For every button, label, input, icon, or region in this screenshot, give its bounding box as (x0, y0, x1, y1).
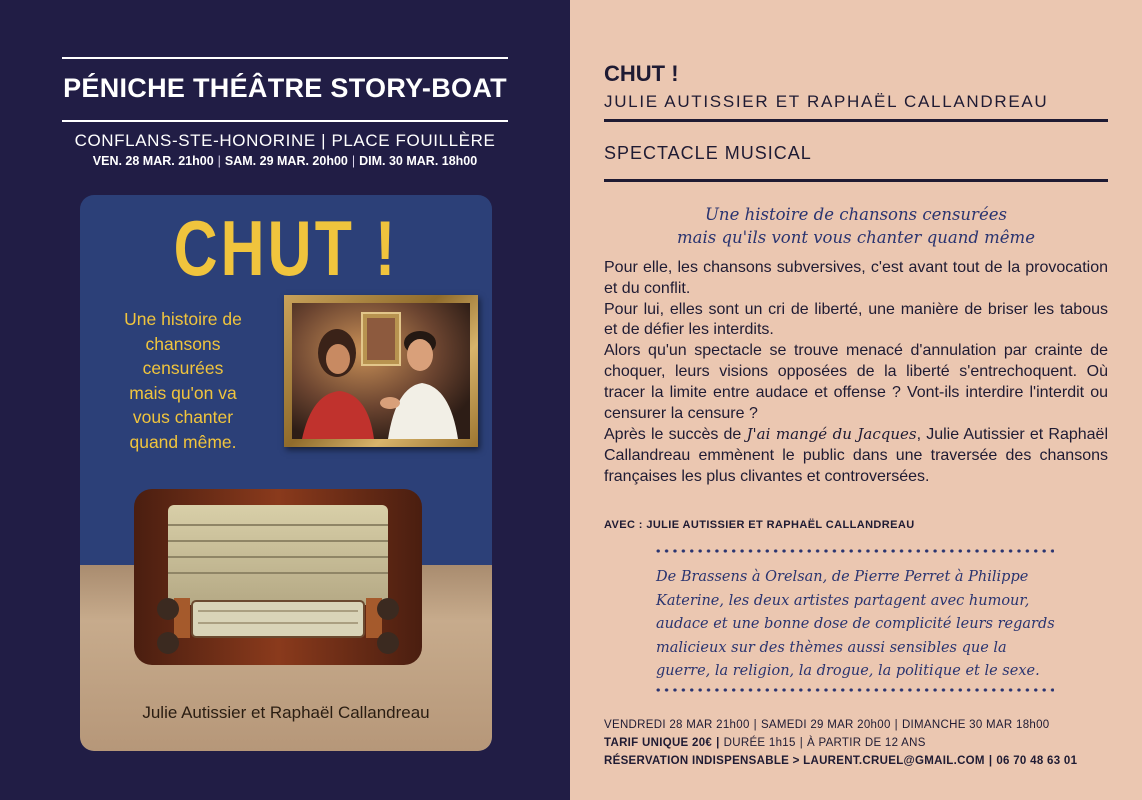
poster-tagline: Une histoire de chansons censurées mais qu'on va vous chanter quand même. (124, 309, 242, 452)
show-genre: SPECTACLE MUSICAL (604, 143, 812, 163)
show-artists: JULIE AUTISSIER ET RAPHAËL CALLANDREAU (604, 92, 1049, 111)
footer-pricing: TARIF UNIQUE 20€ | DURÉE 1h15 | À PARTIR DE 12 ANS (604, 737, 926, 749)
framed-photo (284, 295, 478, 447)
age-limit: À PARTIR DE 12 ANS (806, 737, 926, 749)
vintage-radio-illustration (128, 483, 428, 668)
date-3: DIM. 30 MAR. 18h00 (359, 154, 478, 168)
poster-credits: Julie Autissier et Raphaël Callandreau (142, 703, 430, 722)
cast-line: AVEC : JULIE AUTISSIER ET RAPHAËL CALLANDREAU (604, 519, 915, 531)
description-paragraph: Alors qu'un spectacle se trouve menacé d'annulation par crainte de choquer, leurs visions opposées de la liberté s'entrechoquent. Où tracer la limite entre audace et offense ? Vont-ils interdire l'interdit ou censurer la censure ? (604, 342, 1108, 422)
date-1: VEN. 28 MAR. 21h00 (92, 154, 214, 168)
show-title: CHUT ! (604, 61, 679, 86)
top-divider (62, 57, 508, 59)
date-2: SAM. 29 MAR. 20h00 (224, 154, 348, 168)
dotted-divider-top (654, 549, 1054, 553)
show-description (604, 258, 1108, 488)
reservation-email[interactable]: RÉSERVATION INDISPENSABLE > LAURENT.CRUEL@GMAIL.COM (604, 755, 985, 767)
duration: DURÉE 1h15 (723, 737, 796, 749)
venue-location: CONFLANS-STE-HONORINE | PLACE FOUILLÈRE (74, 131, 496, 150)
show-quote: De Brassens à Orelsan, de Pierre Perret à Philippe Katerine, les deux artistes partagent avec humour, audace et une bonne dose de complicité leurs regards malicieux sur des thèmes aussi sensibles que la guerre, la religion, la drogue, la politique et le sexe. (656, 569, 1055, 679)
venue-name: PÉNICHE THÉÂTRE STORY-BOAT (63, 73, 507, 103)
price: TARIF UNIQUE 20€ (604, 737, 713, 749)
header-divider (604, 119, 1108, 122)
performance-dates: VEN. 28 MAR. 21h00 | SAM. 29 MAR. 20h00 | DIM. 30 MAR. 18h00 (92, 154, 478, 168)
description-paragraph: Après le succès de J'ai mangé du Jacques, Julie Autissier et Raphaël Callandreau emmènent le public dans une traversée des chansons françaises les plus clivantes et controversées. (604, 425, 1109, 485)
venue-divider (62, 120, 508, 122)
show-hook: Une histoire de chansons censurées mais qu'ils vont vous chanter quand même (677, 205, 1035, 247)
previous-show-title: J'ai mangé du Jacques (746, 425, 917, 444)
show-poster (80, 195, 492, 751)
footer-reservation: RÉSERVATION INDISPENSABLE > LAURENT.CRUEL@GMAIL.COM | 06 70 48 63 01 (604, 755, 1078, 767)
genre-divider (604, 179, 1108, 182)
dotted-divider-bottom (654, 688, 1054, 692)
reservation-phone[interactable]: 06 70 48 63 01 (996, 755, 1078, 767)
description-paragraph: Pour lui, elles sont un cri de liberté, une manière de briser les tabous et de défier les interdits. (604, 300, 1108, 339)
couple-photo-illustration (292, 303, 470, 439)
footer-schedule: VENDREDI 28 MAR 21h00 | SAMEDI 29 MAR 20h00 | DIMANCHE 30 MAR 18h00 (604, 719, 1050, 731)
poster-title: CHUT ! (173, 204, 399, 292)
description-paragraph: Pour elle, les chansons subversives, c'est avant tout de la provocation et du conflit. (604, 259, 1108, 297)
